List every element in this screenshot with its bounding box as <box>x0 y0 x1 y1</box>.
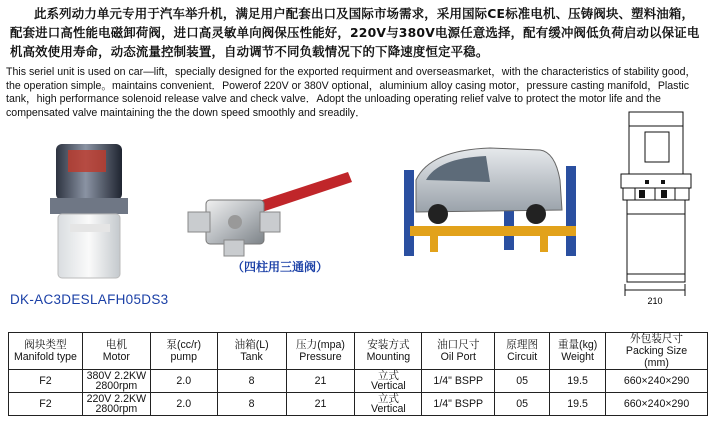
specification-table <box>8 332 708 416</box>
cell-manifold: F2 <box>9 393 83 416</box>
cell-motor: 380V 2.2KW 2800rpm <box>82 370 150 393</box>
technical-drawing <box>605 104 705 316</box>
cell-motor: 220V 2.2KW 2800rpm <box>82 393 150 416</box>
cell-pump: 2.0 <box>150 370 217 393</box>
dimension-label: 210 <box>647 296 663 306</box>
description-chinese: 此系列动力单元专用于汽车举升机，满足用户配套出口及国际市场需求，采用国际CE标准电机、压铸阀块、塑料油箱，配套进口高性能电磁卸荷阀，进口高灵敏单向阀保压性能好，220V与380V电源任意选择，配有缓冲阀低负荷启动以保证电机高效使用寿命，动态流量控制装置，自动调节不同负载情况下的下降速度恒定平稳。 <box>10 6 700 59</box>
header-manifold-type: 阀块类型 Manifold type <box>9 333 83 370</box>
cell-manifold: F2 <box>9 370 83 393</box>
cell-pressure: 21 <box>286 370 355 393</box>
header-pressure: 压力(mpa) Pressure <box>286 333 355 370</box>
description-english: This seriel unit is used on car—lift，specially designed for the exported requirment and overseasmarket，with the characteristics of stability good，the operation simple。maintains convenient．Powerof 220V or 380V optional，aluminium alloy casing motor，pressure casting manifold，Plastic tank，high performance solenoid release valve and check valve．Adopt the unloading operating relief valve to protect the motor life and the compensated valve maintaining the the down speed smoothly and sreadily． <box>6 66 697 119</box>
header-circuit: 原理图 Circuit <box>495 333 550 370</box>
header-pump: 泵(cc/r) pump <box>150 333 217 370</box>
header-motor: 电机 Motor <box>82 333 150 370</box>
cell-circuit: 05 <box>495 393 550 416</box>
cell-mounting: 立式 Vertical <box>355 370 422 393</box>
three-way-valve-photo <box>180 166 360 258</box>
cell-tank: 8 <box>217 370 286 393</box>
table-header-row <box>9 333 708 370</box>
cell-oil-port: 1/4" BSPP <box>422 370 495 393</box>
header-weight: 重量(kg) Weight <box>550 333 606 370</box>
cell-oil-port: 1/4" BSPP <box>422 393 495 416</box>
cell-pressure: 21 <box>286 393 355 416</box>
cell-packing: 660×240×290 <box>606 393 708 416</box>
cell-tank: 8 <box>217 393 286 416</box>
table-row <box>9 393 708 416</box>
model-number: DK-AC3DESLAFH05DS3 <box>10 292 169 307</box>
cell-weight: 19.5 <box>550 370 606 393</box>
car-lift-photo <box>390 140 590 264</box>
power-unit-photo <box>20 140 140 288</box>
cell-mounting: 立式 Vertical <box>355 393 422 416</box>
valve-caption: （四柱用三通阀） <box>232 260 329 274</box>
cell-pump: 2.0 <box>150 393 217 416</box>
cell-packing: 660×240×290 <box>606 370 708 393</box>
header-packing-size: 外包装尺寸 Packing Size (mm) <box>606 333 708 370</box>
cell-weight: 19.5 <box>550 393 606 416</box>
cell-circuit: 05 <box>495 370 550 393</box>
header-tank: 油箱(L) Tank <box>217 333 286 370</box>
header-oil-port: 油口尺寸 Oil Port <box>422 333 495 370</box>
table-row <box>9 370 708 393</box>
header-mounting: 安装方式 Mounting <box>355 333 422 370</box>
